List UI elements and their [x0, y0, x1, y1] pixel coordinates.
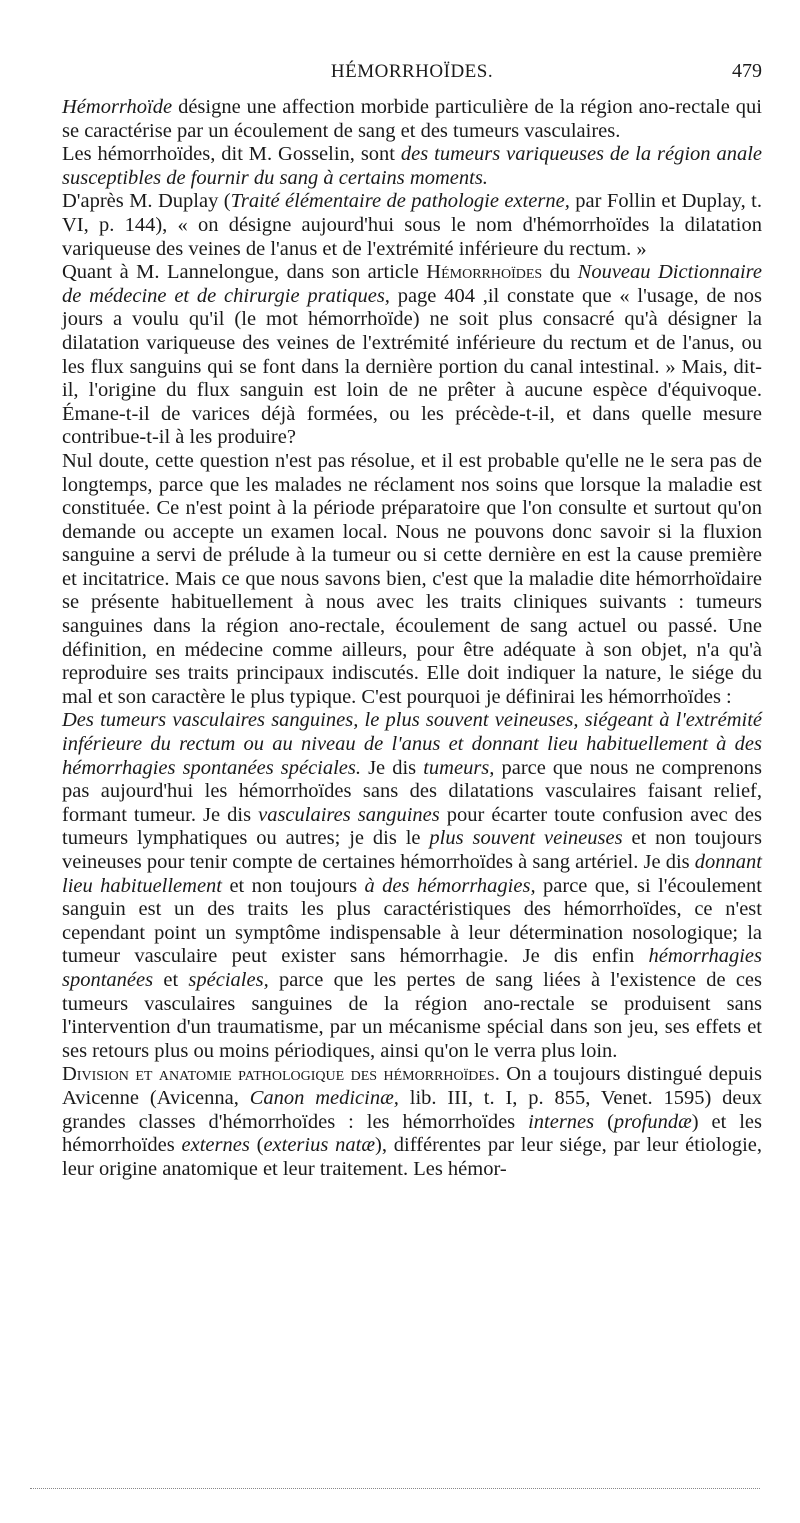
text-segment: Les hémorrhoïdes, dit M. Gosselin, sont — [62, 143, 401, 166]
text-segment: ), différentes par leur siége, par leur étiologie, leur origine anatomique et leur traitement. Les hémor- — [62, 1134, 762, 1180]
running-title: HÉMORRHOÏDES. — [330, 61, 494, 82]
paragraph-duplay — [62, 190, 762, 261]
text-segment: parce que, si l'écoulement sanguin est un des traits les plus caractéristiques des hémorrhoïdes, ce n'est cependant point un symptôme indispensable à leur détermination nosologique; la tumeur vasculaire peut exister sans hémorrhagie. Je dis enfin — [62, 874, 762, 968]
text-segment: Quant à M. Lannelongue, dans son article — [62, 261, 427, 284]
text-segment: hémorrhagies spontanées — [62, 945, 762, 991]
text-segment: lib. III, t. I, p. 855, Venet. 1595) deux grandes classes d'hémorrhoïdes : les hémorrhoïdes — [62, 1086, 762, 1133]
paragraph-definition — [62, 96, 762, 143]
text-segment: et non toujours veineuses pour tenir compte de certaines hémorrhoïdes à sang artériel. Je dis — [62, 827, 762, 873]
paragraph-nul-doute — [62, 450, 762, 710]
text-segment: externes — [181, 1134, 250, 1157]
text-segment: ) et les hémorrhoïdes — [62, 1110, 762, 1157]
paragraph-lannelongue — [62, 261, 762, 450]
text-segment: ( — [594, 1110, 614, 1133]
text-segment: parce que les pertes de sang liées à l'existence de ces tumeurs vasculaires sanguines de la région ano-rectale se produisent sans l'intervention d'un traumatisme, par un mécanisme spécial dans son jeu, ses effets et ses retours plus ou moins périodiques, ainsi qu'on le verra plus loin. — [62, 968, 762, 1062]
text-segment: à des hémorrhagies, — [364, 874, 536, 897]
text-segment: profundæ — [613, 1110, 692, 1133]
text-segment: donnant lieu habituellement — [62, 851, 762, 897]
text-segment: tumeurs, — [423, 756, 495, 779]
text-segment: Nouveau Dictionnaire de médecine et de chirurgie pratiques, — [62, 261, 763, 307]
text-segment: vasculaires sanguines — [258, 803, 440, 826]
text-segment: internes — [528, 1110, 595, 1133]
text-segment: Des tumeurs vasculaires sanguines, le plus souvent veineuses, siégeant à l'extrémité inférieure du rectum ou au niveau de l'anus et donnant lieu habituellement à des hémorrhagies spontanées spéciales. — [62, 709, 762, 779]
text-segment: plus souvent veineuses — [429, 827, 623, 850]
page-header — [62, 60, 762, 84]
text-segment: Traité élémentaire de pathologie externe, — [230, 190, 570, 213]
text-segment: désigne une affection morbide particulière de la région ano-rectale qui se caractérise par un écoulement de sang et des tumeurs vasculaires. — [62, 96, 762, 142]
text-segment: Hémorrhoïde — [62, 96, 173, 118]
text-segment: Division et anatomie pathologique des hémorrhoïdes. — [62, 1063, 500, 1086]
text-segment: Nul doute, cette question n'est pas résolue, et il est probable qu'elle ne le sera pas de longtemps, parce que les malades ne réclament nos soins que lorsque la maladie est constituée. Ce n'est point à la période préparatoire que l'on consulte et surtout qu'on demande ou accepte un examen local. Nous ne pouvons donc savoir si la fluxion sanguine a servi de prélude à la tumeur ou si cette dernière en est la cause première et incitatrice. Mais ce que nous savons bien, c'est que la maladie dite hémorrhoïdaire se présente habituellement à nous avec les traits cliniques suivants : tumeurs sanguines dans la région ano-rectale, écoulement de sang actuel ou passé. Une définition, en médecine comme ailleurs, pour être adéquate à son objet, n'a qu'à reproduire ses traits principaux indiscutés. Elle doit indiquer la nature, le siége du mal et son caractère le plus typique. C'est pourquoi je définirai les hémorrhoïdes : — [62, 449, 762, 708]
paragraph-division — [62, 1063, 762, 1181]
text-segment: exterius natæ — [263, 1134, 375, 1157]
text-segment: D'après M. Duplay ( — [62, 190, 231, 213]
footer-dotted-rule — [30, 1488, 760, 1489]
text-segment: page 404 ,il constate que « l'usage, de nos jours a voulu qu'il (le mot hémorrhoïde) ne soit plus consacré qu'à désigner la dilatation variqueuse des veines de l'extrémité inférieure du rectum et de l'anus, ou les flux sanguins qui se font dans la dernière portion du canal intestinal. » Mais, dit-il, l'origine du flux sanguin est loin de ne prêter à aucune espèce d'équivoque. Émane-t-il de varices déjà formées, ou les précède-t-il, et dans quelle mesure contribue-t-il à les produire? — [62, 284, 762, 449]
text-segment: On a toujours distingué depuis Avicenne (Avicenna, — [62, 1063, 762, 1109]
text-segment: des tumeurs variqueuses de la région anale susceptibles de fournir du sang à certains moments. — [62, 143, 762, 189]
paragraph-gosselin — [62, 143, 762, 190]
paragraph-definition-author — [62, 709, 762, 1063]
text-segment: et non toujours — [222, 874, 365, 897]
page-number: 479 — [732, 60, 762, 82]
text-segment: par Follin et Duplay, t. VI, p. 144), « on désigne aujourd'hui sous le nom d'hémorrhoïdes la dilatation variqueuse des veines de l'anus et de l'extrémité inférieure du rectum. » — [62, 190, 762, 260]
text-segment: Canon medicinæ, — [249, 1086, 399, 1109]
text-segment: et — [153, 968, 189, 991]
text-segment: pour écarter toute confusion avec des tumeurs lymphatiques ou autres; je dis le — [62, 803, 762, 850]
text-segment: spéciales, — [188, 968, 269, 991]
text-segment: parce que nous ne comprenons pas aujourd'hui les hémorrhoïdes sans des dilatations vasculaires faisant relief, formant tumeur. Je dis — [62, 756, 762, 826]
text-segment: ( — [249, 1134, 264, 1157]
text-segment: Hémorrhoïdes — [426, 261, 543, 284]
body-text — [62, 96, 762, 1181]
text-segment: Je dis — [361, 756, 424, 779]
text-segment: du — [542, 261, 578, 284]
